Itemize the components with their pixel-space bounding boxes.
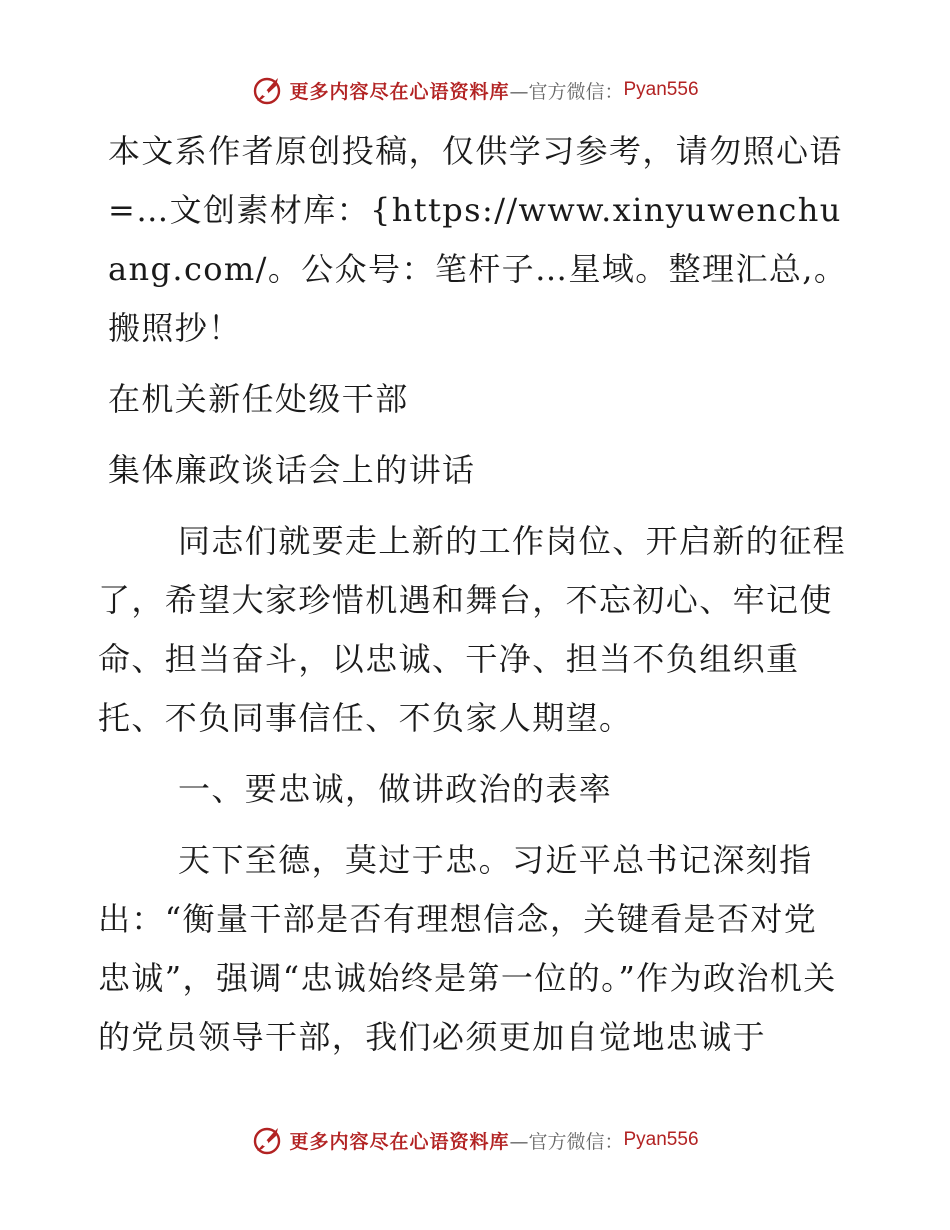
banner-mid-text: —官方微信：	[509, 80, 624, 103]
banner-wechat-id: Pyan556	[623, 79, 699, 100]
banner-lead-text: 更多内容尽在心语资料库	[289, 80, 510, 103]
speech-title-line-1: 在机关新任处级干部	[108, 380, 409, 418]
header-watermark-banner	[0, 70, 950, 110]
opening-paragraph: 同志们就要走上新的工作岗位、开启新的征程了，希望大家珍惜机遇和舞台，不忘初心、牢记使命、担当奋斗，以忠诚、干净、担当不负组织重托、不负同事信任、不负家人期望。	[98, 522, 847, 737]
banner-lead-text: 更多内容尽在心语资料库	[289, 1130, 510, 1153]
section-1-paragraph: 天下至德，莫过于忠。习近平总书记深刻指出：“衡量干部是否有理想信念，关键看是否对党忠诚”，强调“忠诚始终是第一位的。”作为政治机关的党员领导干部，我们必须更加自觉地忠诚于	[98, 841, 837, 1056]
banner-wechat-id: Pyan556	[623, 1129, 699, 1150]
quill-circle-icon	[251, 1124, 283, 1156]
document-body	[98, 122, 850, 1067]
footer-watermark-banner	[0, 1120, 950, 1160]
copyright-notice: 本文系作者原创投稿，仅供学习参考，请勿照心语=…文创素材库：{https://www.xinyuwenchuang.com/。公众号：笔杆子…星域。整理汇总,。搬照抄！	[108, 132, 848, 347]
quill-circle-icon	[251, 74, 283, 106]
banner-mid-text: —官方微信：	[509, 1130, 624, 1153]
section-heading-1: 一、要忠诚，做讲政治的表率	[178, 770, 613, 808]
speech-title-line-2: 集体廉政谈话会上的讲话	[108, 451, 476, 489]
